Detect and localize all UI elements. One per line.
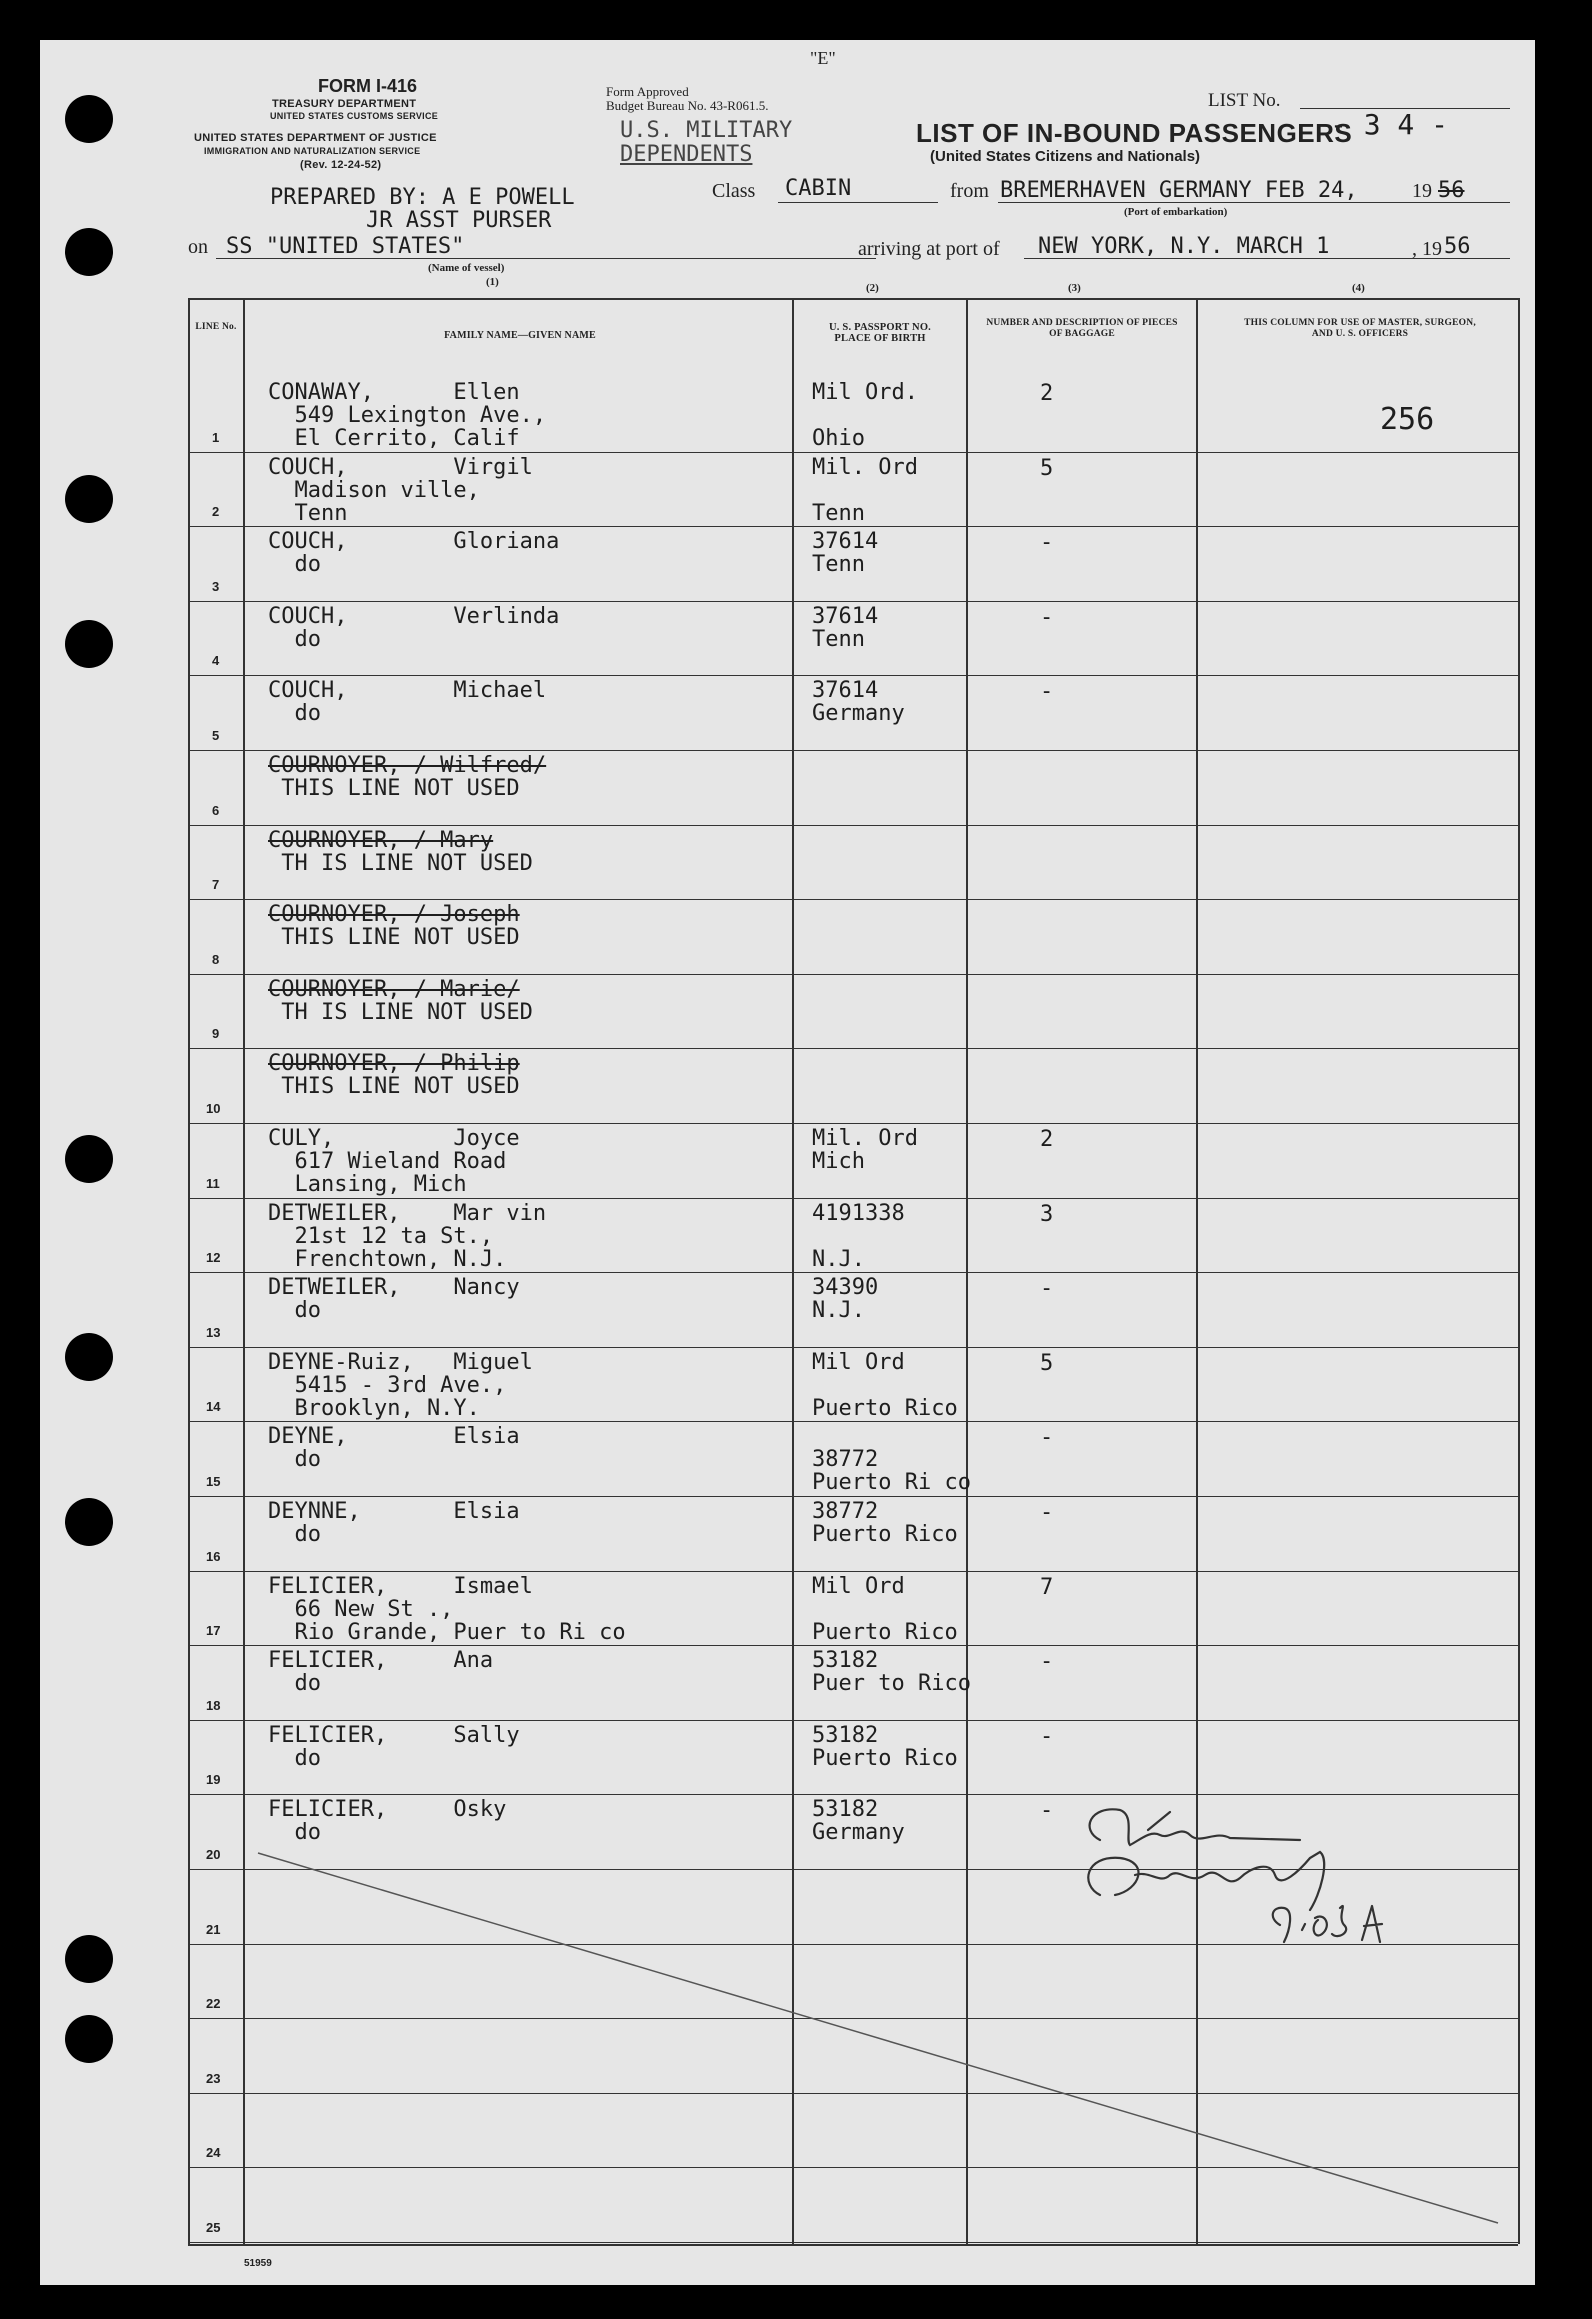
passenger-name-line: DETWEILER, Mar vin (268, 1200, 547, 1226)
punch-hole (65, 1135, 113, 1183)
line-number: 1 (212, 429, 220, 445)
line-number: 20 (206, 1847, 221, 1862)
arriving-label: arriving at port of (858, 238, 1000, 260)
arriving-value: NEW YORK, N.Y. MARCH 1 (1038, 234, 1330, 259)
col-num-2: (2) (866, 282, 879, 294)
line-number: 15 (206, 1474, 221, 1489)
baggage-count: 2 (1040, 381, 1054, 406)
passenger-name-line: FELICIER, Osky (268, 1797, 507, 1823)
passenger-name-line: COURNOYER, / Marie/ (268, 976, 520, 1002)
passport-birthplace-line: 37614 (812, 529, 879, 555)
passenger-name-line: Brooklyn, N.Y. (268, 1395, 480, 1421)
header-officers: THIS COLUMN FOR USE OF MASTER, SURGEON, AND U. S. OFFICERS (1244, 318, 1476, 339)
dept-treasury: TREASURY DEPARTMENT (272, 98, 417, 110)
vessel-caption: (Name of vessel) (428, 262, 505, 274)
baggage-count: - (1040, 1500, 1054, 1525)
prepared-by: PREPARED BY: A E POWELL (270, 185, 575, 210)
baggage-count: - (1040, 1723, 1054, 1749)
passenger-name-line: do (268, 552, 321, 578)
passenger-name-line: Lansing, Mich (268, 1172, 467, 1197)
passenger-name-line: THIS LINE NOT USED (268, 1074, 520, 1100)
baggage-count: - (1040, 1425, 1054, 1451)
list-number: - 3 4 - (1330, 108, 1449, 141)
from-year-prefix: 19 (1412, 180, 1432, 202)
passport-birthplace-line: Puerto Rico (812, 1522, 958, 1547)
class-label: Class (712, 180, 756, 202)
passenger-name-line: 5415 - 3rd Ave., (268, 1372, 507, 1398)
passenger-name-line: CONAWAY, Ellen (268, 380, 520, 405)
passport-birthplace-line: Puer to Rico (812, 1671, 971, 1697)
passport-birthplace-line: Puerto Ri co (812, 1470, 971, 1496)
line-number: 23 (206, 2070, 221, 2086)
baggage-count: - (1040, 530, 1054, 556)
passport-birthplace-line: 53182 (812, 1648, 879, 1674)
line-number: 22 (206, 1996, 221, 2012)
baggage-count: 7 (1040, 1574, 1054, 1600)
line-number: 2 (212, 504, 220, 520)
passenger-name-line: 617 Wieland Road (268, 1149, 507, 1174)
port-embark-caption: (Port of embarkation) (1124, 206, 1228, 218)
dept-customs: UNITED STATES CUSTOMS SERVICE (270, 111, 439, 121)
passenger-name-line: Rio Grande, Puer to Ri co (268, 1619, 626, 1645)
passport-birthplace-line: 4191338 (812, 1200, 905, 1226)
passport-birthplace-line: 38772 (812, 1499, 879, 1524)
vessel-name: SS "UNITED STATES" (226, 234, 465, 259)
passenger-name-line: FELICIER, Sally (268, 1722, 520, 1748)
passenger-name-line: THIS LINE NOT USED (268, 925, 520, 951)
passport-birthplace-line: Germany (812, 1820, 905, 1846)
from-value: BREMERHAVEN GERMANY FEB 24, (1000, 178, 1358, 203)
arriving-year-prefix: , 19 (1412, 238, 1442, 260)
form-approved: Form Approved (606, 84, 689, 99)
col-num-4: (4) (1352, 282, 1365, 294)
passport-birthplace-line: Ohio (812, 426, 865, 451)
form-number: FORM I-416 (318, 76, 418, 96)
passport-birthplace-line: 34390 (812, 1275, 879, 1301)
passenger-name-line: DEYNE, Elsia (268, 1424, 520, 1450)
punch-hole (65, 228, 113, 276)
passenger-name-line: COUCH, Virgil (268, 454, 533, 480)
passenger-name-line: COUCH, Gloriana (268, 529, 560, 555)
passenger-name-line: El Cerrito, Calif (268, 426, 520, 451)
passenger-name-line: do (268, 1522, 321, 1547)
punch-hole (65, 1498, 113, 1546)
officer-note: 256 (1380, 402, 1435, 437)
passenger-name-line: 549 Lexington Ave., (268, 403, 547, 428)
line-number: 19 (206, 1772, 221, 1788)
passport-birthplace-line: Tenn (812, 500, 865, 526)
passport-birthplace-line: Puerto Rico (812, 1619, 958, 1645)
baggage-count: - (1040, 1798, 1054, 1824)
passport-birthplace-line: 38772 (812, 1447, 879, 1473)
passenger-name-line: do (268, 1820, 321, 1846)
passenger-name-line: COURNOYER, / Philip (268, 1051, 520, 1077)
passport-birthplace-line: 37614 (812, 603, 879, 629)
from-year: 56 (1438, 178, 1465, 203)
from-label: from (950, 180, 989, 202)
passenger-name-line: 66 New St ., (268, 1596, 454, 1622)
passport-birthplace-line: Germany (812, 701, 905, 727)
line-number: 24 (206, 2145, 221, 2161)
form-page (40, 40, 1535, 2285)
baggage-count: - (1040, 679, 1054, 705)
baggage-count: 3 (1040, 1201, 1054, 1227)
passport-birthplace-line: Mil. Ord (812, 1126, 918, 1151)
military-stamp: U.S. MILITARY (620, 118, 793, 143)
baggage-count: - (1040, 1276, 1054, 1302)
line-number: 18 (206, 1697, 221, 1713)
header-family-name: FAMILY NAME—GIVEN NAME (444, 330, 596, 341)
passport-birthplace-line: N.J. (812, 1246, 865, 1272)
passenger-name-line: FELICIER, Ismael (268, 1573, 533, 1599)
passport-birthplace-line: Mil. Ord (812, 454, 918, 480)
punch-hole (65, 1935, 113, 1983)
annotation-overlay (40, 40, 1535, 2285)
baggage-count: 2 (1040, 1127, 1054, 1152)
punch-hole (65, 95, 113, 143)
passenger-name-line: DETWEILER, Nancy (268, 1275, 520, 1301)
punch-hole (65, 2015, 113, 2063)
dept-justice: UNITED STATES DEPARTMENT OF JUSTICE (194, 132, 437, 144)
passenger-name-line: do (268, 1447, 321, 1473)
dept-immigration: IMMIGRATION AND NATURALIZATION SERVICE (204, 146, 421, 156)
line-number: 5 (212, 728, 220, 743)
passenger-name-line: 21st 12 ta St., (268, 1223, 494, 1249)
budget-bureau: Budget Bureau No. 43-R061.5. (606, 98, 769, 113)
baggage-count: 5 (1040, 1350, 1054, 1376)
dependents-stamp: DEPENDENTS (620, 142, 753, 167)
baggage-count: - (1040, 1649, 1054, 1675)
footer-code: 51959 (244, 2258, 272, 2269)
list-no-label: LIST No. (1208, 90, 1281, 111)
line-number: 11 (206, 1175, 220, 1191)
passenger-name-line: DEYNNE, Elsia (268, 1499, 520, 1524)
top-mark: "E" (810, 48, 836, 68)
header-baggage: NUMBER AND DESCRIPTION OF PIECES OF BAGGAGE (986, 318, 1178, 339)
passport-birthplace-line: Tenn (812, 626, 865, 652)
baggage-count: 5 (1040, 455, 1054, 481)
passenger-name-line: do (268, 1745, 321, 1771)
line-number: 10 (206, 1101, 221, 1116)
line-number: 16 (206, 1548, 221, 1564)
passport-birthplace-line: 37614 (812, 678, 879, 704)
passenger-name-line: COURNOYER, / Wilfred/ (268, 753, 547, 778)
line-number: 25 (206, 2220, 221, 2235)
passenger-name-line: TH IS LINE NOT USED (268, 850, 533, 876)
prepared-title: JR ASST PURSER (366, 208, 552, 233)
passport-birthplace-line: N.J. (812, 1298, 865, 1324)
header-line-no: LINE No. (195, 322, 237, 332)
passenger-name-line: TH IS LINE NOT USED (268, 999, 533, 1025)
passenger-name-line: CULY, Joyce (268, 1126, 520, 1151)
passport-birthplace-line: Puerto Rico (812, 1745, 958, 1771)
line-number: 8 (212, 951, 220, 967)
punch-hole (65, 620, 113, 668)
document-subtitle: (United States Citizens and Nationals) (930, 148, 1201, 165)
passenger-name-line: Frenchtown, N.J. (268, 1246, 507, 1272)
document-title: LIST OF IN-BOUND PASSENGERS (916, 118, 1353, 148)
line-number: 17 (206, 1623, 221, 1639)
arriving-year: 56 (1444, 234, 1471, 259)
header-passport: U. S. PASSPORT NO. PLACE OF BIRTH (828, 322, 932, 344)
line-number: 12 (206, 1250, 221, 1266)
col-num-1: (1) (486, 276, 499, 288)
passport-birthplace-line: Tenn (812, 552, 865, 578)
line-number: 4 (212, 653, 220, 669)
line-number: 7 (212, 877, 220, 893)
passenger-name-line: do (268, 701, 321, 727)
punch-hole (65, 475, 113, 523)
passport-birthplace-line: Mil Ord (812, 1573, 905, 1599)
line-number: 21 (206, 1921, 221, 1937)
line-number: 9 (212, 1026, 220, 1042)
punch-hole (65, 1333, 113, 1381)
line-number: 3 (212, 578, 220, 594)
passenger-name-line: do (268, 1298, 321, 1324)
passenger-name-line: Madison ville, (268, 477, 480, 503)
passport-birthplace-line: Mich (812, 1149, 865, 1174)
passport-birthplace-line: Mil Ord. (812, 380, 918, 405)
passenger-name-line: COUCH, Verlinda (268, 603, 560, 629)
class-value: CABIN (785, 176, 852, 201)
form-revision: (Rev. 12-24-52) (300, 159, 382, 171)
line-number: 13 (206, 1324, 221, 1340)
passenger-name-line: COUCH, Michael (268, 678, 547, 704)
passenger-name-line: do (268, 626, 321, 652)
passport-birthplace-line: 53182 (812, 1797, 879, 1823)
inspector-signature (1088, 1809, 1382, 1942)
line-number: 14 (206, 1399, 221, 1415)
passport-birthplace-line: 53182 (812, 1722, 879, 1748)
passenger-name-line: THIS LINE NOT USED (268, 776, 520, 801)
passenger-name-line: Tenn (268, 500, 348, 526)
passenger-name-line: COURNOYER, / Joseph (268, 902, 520, 928)
on-label: on (188, 236, 208, 258)
baggage-count: - (1040, 604, 1054, 630)
passenger-name-line: FELICIER, Ana (268, 1648, 494, 1674)
col-num-3: (3) (1068, 282, 1081, 294)
passenger-name-line: COURNOYER, / Mary (268, 827, 494, 853)
passenger-name-line: DEYNE-Ruiz, Miguel (268, 1349, 533, 1375)
passport-birthplace-line: Mil Ord (812, 1349, 905, 1375)
line-number: 6 (212, 802, 220, 818)
passport-birthplace-line: Puerto Rico (812, 1395, 958, 1421)
passenger-name-line: do (268, 1671, 321, 1697)
